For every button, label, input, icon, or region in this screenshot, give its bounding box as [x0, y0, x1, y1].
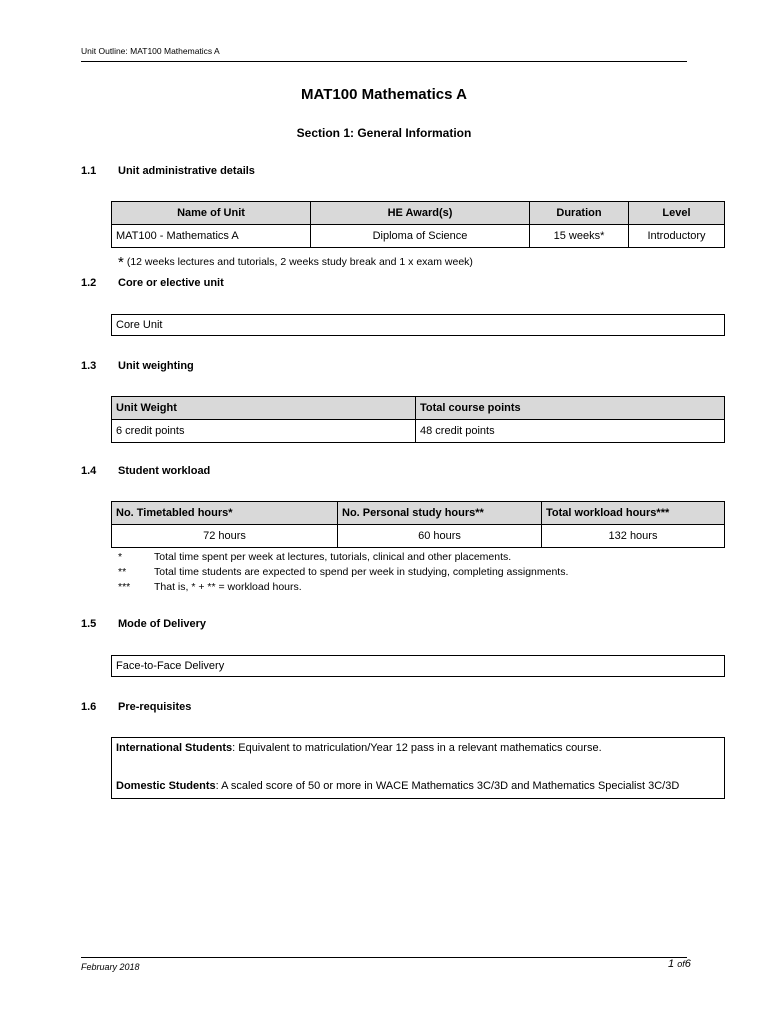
heading-text: Pre-requisites	[118, 701, 192, 713]
footnote	[118, 581, 302, 593]
footer-divider	[81, 957, 687, 958]
table-cell: 72 hours	[112, 525, 338, 548]
heading-number: 1.6	[81, 701, 97, 713]
table-header: HE Award(s)	[311, 202, 530, 225]
section-title: Section 1: General Information	[296, 126, 472, 140]
footnote	[118, 566, 568, 578]
heading-1-5	[81, 618, 206, 630]
international-students-line	[116, 742, 602, 754]
page-of: of	[677, 959, 685, 969]
heading-1-4	[81, 465, 210, 477]
unit-details-table	[111, 201, 725, 248]
footnote-symbol: *	[118, 551, 123, 563]
table-header: No. Timetabled hours*	[112, 502, 338, 525]
table-cell: 15 weeks*	[530, 225, 629, 248]
heading-number: 1.5	[81, 618, 97, 630]
heading-1-1	[81, 165, 255, 177]
footnote-text: Total time spent per week at lectures, tutorials, clinical and other placements.	[154, 551, 512, 563]
total-pages: 6	[684, 958, 691, 970]
table-header: Level	[629, 202, 725, 225]
footnote-text: That is, * + ** = workload hours.	[154, 581, 302, 593]
footnote-text: Total time students are expected to spend per week in studying, completing assignments.	[154, 566, 569, 578]
heading-1-2	[81, 277, 224, 289]
heading-text: Student workload	[118, 465, 211, 477]
table-cell: MAT100 - Mathematics A	[112, 225, 311, 248]
international-students-text: : Equivalent to matriculation/Year 12 pass in a relevant mathematics course.	[232, 742, 602, 754]
footnote-symbol: ***	[118, 581, 131, 593]
prerequisites-box	[111, 737, 725, 799]
heading-number: 1.3	[81, 360, 97, 372]
student-workload-table	[111, 501, 725, 548]
page-number	[668, 958, 691, 970]
table-header: Total workload hours***	[542, 502, 725, 525]
table-header: Name of Unit	[112, 202, 311, 225]
table-cell: Introductory	[629, 225, 725, 248]
note-asterisk: *	[118, 254, 124, 271]
table-header: Total course points	[416, 397, 725, 420]
table-header: Duration	[530, 202, 629, 225]
table-header: Unit Weight	[112, 397, 416, 420]
table-cell: Diploma of Science	[311, 225, 530, 248]
heading-1-6	[81, 701, 191, 713]
heading-text: Unit administrative details	[118, 165, 255, 177]
footer-date: February 2018	[81, 962, 140, 972]
heading-text: Mode of Delivery	[118, 618, 207, 630]
table-cell: 60 hours	[338, 525, 542, 548]
domestic-students-label: Domestic Students	[116, 780, 216, 792]
heading-number: 1.4	[81, 465, 97, 477]
footnote-symbol: **	[118, 566, 127, 578]
table-cell: 6 credit points	[112, 420, 416, 443]
delivery-mode-box: Face-to-Face Delivery	[111, 655, 725, 677]
heading-text: Core or elective unit	[118, 277, 224, 289]
domestic-students-line	[116, 780, 679, 792]
heading-text: Unit weighting	[118, 360, 194, 372]
heading-1-3	[81, 360, 194, 372]
unit-weighting-table	[111, 396, 725, 443]
international-students-label: International Students	[116, 742, 233, 754]
core-elective-box: Core Unit	[111, 314, 725, 336]
heading-number: 1.1	[81, 165, 97, 177]
heading-number: 1.2	[81, 277, 97, 289]
domestic-students-text: : A scaled score of 50 or more in WACE Mathematics 3C/3D and Mathematics Specialist 3C/3D	[215, 780, 680, 792]
document-title: MAT100 Mathematics A	[301, 86, 467, 103]
table-header: No. Personal study hours**	[338, 502, 542, 525]
duration-note	[118, 254, 473, 271]
note-text: (12 weeks lectures and tutorials, 2 weeks study break and 1 x exam week)	[126, 256, 473, 268]
table-cell: 48 credit points	[416, 420, 725, 443]
footnote	[118, 551, 511, 563]
running-header: Unit Outline: MAT100 Mathematics A	[81, 46, 687, 62]
table-cell: 132 hours	[542, 525, 725, 548]
current-page: 1	[668, 958, 675, 970]
